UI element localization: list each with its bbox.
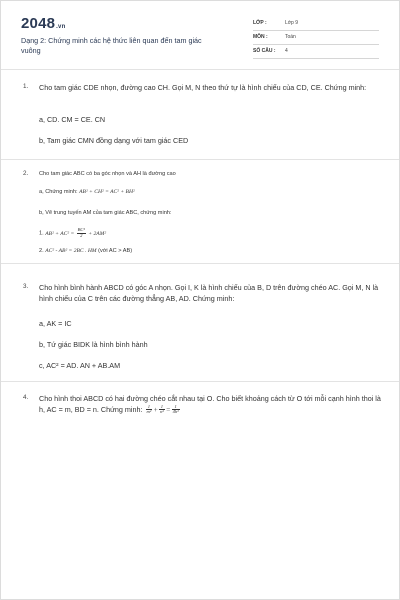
formula-4: $\frac{1}{\text{m²}}$ + $\frac{1}{\text{n²}}$ = $\frac{1}{\text{4h²}}$ <box>146 403 179 415</box>
question-part-b: b, Tứ giác BIDK là hình bình hành <box>39 340 148 349</box>
question-text: Cho tam giác CDE nhọn, đường cao CH. Gọi M, N theo thứ tự là hình chiếu của CD, CE. Chứng minh: <box>39 83 367 92</box>
meta-subject-value: Toán <box>285 34 296 40</box>
meta-count-value: 4 <box>285 48 288 54</box>
worksheet-header <box>1 1 399 69</box>
meta-class-value: Lớp 9 <box>285 20 299 26</box>
part-b2-note: (với AC > AB) <box>98 248 133 254</box>
question-text-body: Cho hình thoi ABCD có hai đường chéo cắt nhau tại O. Cho biết khoảng cách từ O tới mỗi cạnh hình thoi là h, AC = m, BD = n. Chứng minh: <box>39 394 381 414</box>
question-part-a: a, AK = IC <box>39 319 72 328</box>
meta-count-label: SỐ CÂU : <box>253 48 276 54</box>
worksheet-title: Dạng 2: Chứng minh các hệ thức liên quan đến tam giác vuông <box>21 36 202 55</box>
question-number: 1. <box>23 83 29 90</box>
meta-count-row <box>253 45 379 59</box>
meta-class-label: LỚP : <box>253 20 267 26</box>
question-text: Cho hình bình hành ABCD có góc A nhọn. Gọi I, K là hình chiếu của B, D trên đường chéo AC. Gọi M, N là hình chiếu của C trên các đường thẳng AB, AD. Chứng minh: <box>39 283 379 303</box>
question-part-c: c, AC² = AD. AN + AB.AM <box>39 361 121 370</box>
question-part-b2 <box>39 248 132 254</box>
meta-subject-row <box>253 31 379 45</box>
formula-2b1: AB² + AC² = $\frac{\text{BC²}}{2}$ + 2AM² <box>45 227 106 238</box>
part-b1-prefix: 1. <box>39 230 44 237</box>
question-text <box>39 394 381 415</box>
question-number: 2. <box>23 170 29 177</box>
question-part-b: b, Vẽ trung tuyến AM của tam giác ABC, chứng minh: <box>39 210 172 216</box>
question-text: Cho tam giác ABC có ba góc nhọn và AH là đường cao <box>39 171 176 177</box>
question-part-b: b, Tam giác CMN đồng dạng với tam giác CED <box>39 136 189 145</box>
meta-class-row <box>253 17 379 31</box>
site-logo[interactable]: 2048.vn <box>21 15 66 32</box>
part-b2-prefix: 2. <box>39 248 44 254</box>
question-part-b1 <box>39 228 106 239</box>
question-part-a <box>39 189 135 195</box>
question-divider <box>1 263 399 264</box>
meta-subject-label: MÔN : <box>253 34 268 40</box>
header-divider <box>1 69 399 70</box>
question-number: 4. <box>23 394 29 401</box>
question-part-a: a, CD. CM = CE. CN <box>39 115 106 124</box>
question-divider <box>1 381 399 382</box>
formula-2a: AB² + CH² = AC² + BH² <box>79 189 135 195</box>
part-a-prefix: a, Chứng minh: <box>39 189 78 195</box>
question-number: 3. <box>23 283 29 290</box>
question-divider <box>1 159 399 160</box>
formula-2b2: AC² - AB² = 2BC . HM <box>45 248 97 254</box>
